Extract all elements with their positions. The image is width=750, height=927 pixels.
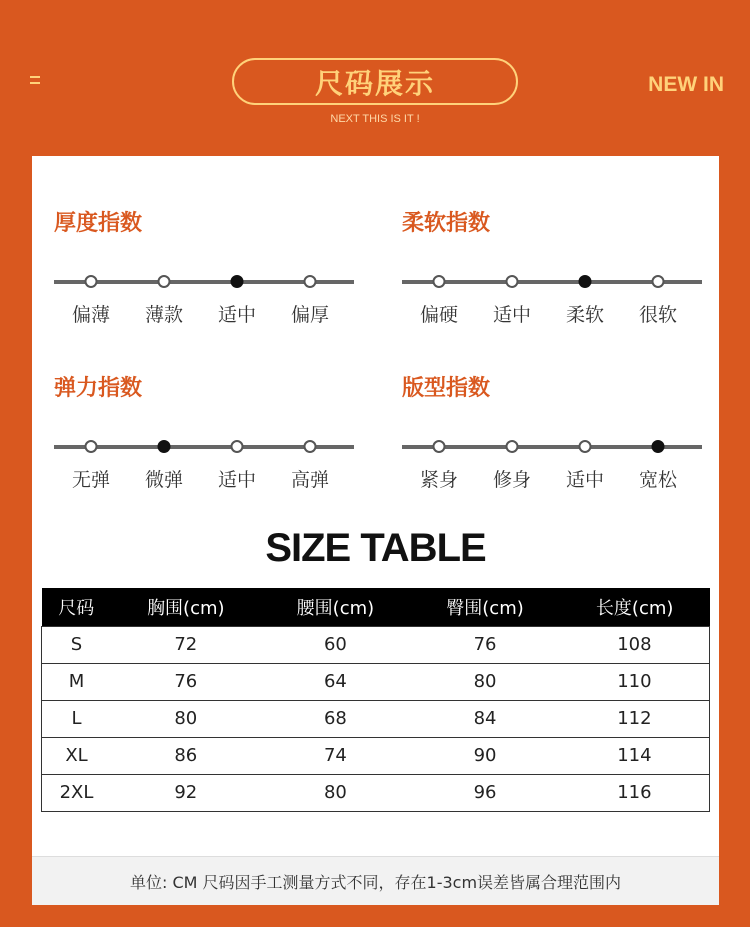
scale-label: 偏薄: [71, 304, 111, 326]
table-cell: 76: [410, 626, 560, 663]
table-cell: 76: [111, 663, 261, 700]
table-cell: 68: [261, 700, 411, 737]
col-header: 长度(cm): [595, 597, 674, 619]
table-cell: XL: [42, 737, 112, 774]
table-row: [42, 663, 710, 700]
scale-label: 高弹: [290, 469, 330, 491]
scale-label: 紧身: [419, 469, 459, 491]
scale-dot: [231, 440, 244, 453]
scale-label: 偏厚: [290, 304, 330, 326]
scale-dot-selected: [231, 275, 244, 288]
table-cell: 110: [560, 663, 710, 700]
page-subtitle: NEXT THIS IS IT !: [330, 113, 420, 125]
table-row: [42, 626, 710, 663]
col-header: 臀围(cm): [446, 597, 524, 619]
menu-icon: [30, 76, 40, 88]
thickness-index: [54, 206, 354, 326]
table-cell: 108: [560, 626, 710, 663]
index-title: 弹力指数: [54, 376, 143, 401]
index-scale: [402, 236, 702, 326]
scale-dot: [652, 275, 665, 288]
size-table-heading: SIZE TABLE: [265, 526, 486, 570]
table-cell: 84: [410, 700, 560, 737]
table-cell: 86: [111, 737, 261, 774]
table-header-row: [42, 588, 710, 626]
table-row: [42, 737, 710, 774]
table-cell: 112: [560, 700, 710, 737]
table-cell: 80: [410, 663, 560, 700]
table-cell: M: [42, 663, 112, 700]
table-cell: 92: [111, 774, 261, 811]
scale-label: 很软: [638, 304, 678, 326]
measurement-note: 单位: CM 尺码因手工测量方式不同，存在1-3cm误差皆属合理范围内: [32, 856, 719, 905]
elasticity-index: [54, 371, 354, 491]
scale-dot: [433, 275, 446, 288]
col-header: 尺码: [58, 597, 95, 619]
scale-label: 宽松: [638, 469, 678, 491]
table-cell: 74: [261, 737, 411, 774]
index-scale: [54, 236, 354, 326]
index-scale: [402, 401, 702, 491]
table-cell: 80: [111, 700, 261, 737]
table-cell: 80: [261, 774, 411, 811]
col-header: 腰围(cm): [296, 597, 375, 619]
scale-dot-selected: [158, 440, 171, 453]
scale-dot: [506, 440, 519, 453]
scale-label: 柔软: [565, 304, 605, 326]
scale-dot-selected: [579, 275, 592, 288]
scale-label: 薄款: [144, 304, 184, 326]
scale-dot: [158, 275, 171, 288]
scale-label: 无弹: [71, 469, 111, 491]
table-row: [42, 700, 710, 737]
scale-dot: [304, 440, 317, 453]
index-title: 柔软指数: [402, 211, 491, 236]
scale-label: 微弹: [144, 469, 184, 491]
softness-index: [402, 206, 702, 326]
scale-label: 修身: [492, 469, 532, 491]
scale-label: 适中: [492, 304, 532, 326]
fit-index: [402, 371, 702, 491]
scale-label: 适中: [217, 304, 257, 326]
table-cell: 114: [560, 737, 710, 774]
scale-label: 适中: [565, 469, 605, 491]
table-cell: 96: [410, 774, 560, 811]
index-scale: [54, 401, 354, 491]
table-cell: 90: [410, 737, 560, 774]
table-cell: L: [42, 700, 112, 737]
scale-dot: [433, 440, 446, 453]
index-title: 版型指数: [402, 376, 491, 401]
size-table: [41, 588, 710, 812]
new-in-label: NEW IN: [648, 73, 724, 96]
page-title: 尺码展示: [232, 58, 518, 105]
table-cell: 2XL: [42, 774, 112, 811]
index-title: 厚度指数: [54, 211, 143, 236]
table-cell: 64: [261, 663, 411, 700]
scale-dot: [506, 275, 519, 288]
scale-dot: [579, 440, 592, 453]
table-cell: 116: [560, 774, 710, 811]
table-row: [42, 774, 710, 811]
table-cell: S: [42, 626, 112, 663]
scale-label: 偏硬: [419, 304, 459, 326]
scale-dot-selected: [652, 440, 665, 453]
table-cell: 60: [261, 626, 411, 663]
scale-dot: [304, 275, 317, 288]
table-cell: 72: [111, 626, 261, 663]
scale-label: 适中: [217, 469, 257, 491]
size-card: [32, 156, 719, 856]
scale-dot: [85, 440, 98, 453]
scale-dot: [85, 275, 98, 288]
col-header: 胸围(cm): [147, 597, 225, 619]
